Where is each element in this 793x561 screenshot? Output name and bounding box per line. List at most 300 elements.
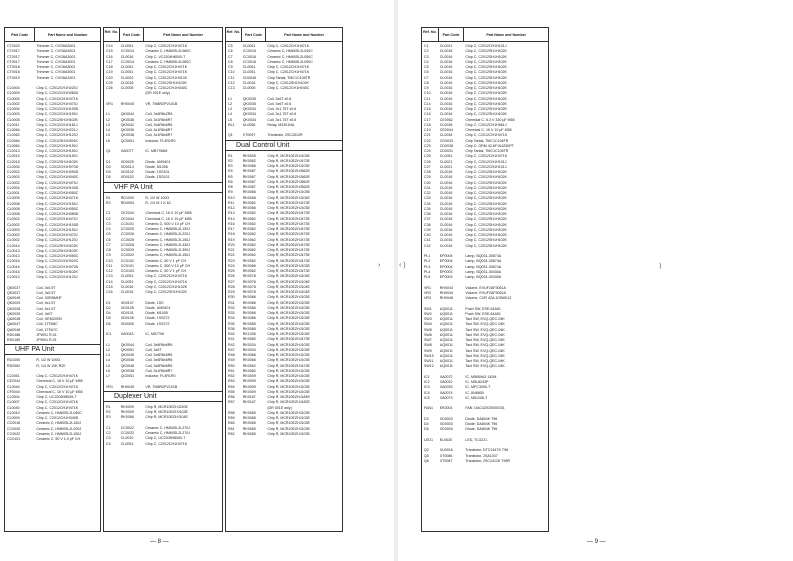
cell-a: C16: [106, 290, 113, 294]
cell-b: Chip C, C2012CH1H471K: [36, 400, 79, 405]
cell-b: Ceramic C, HM60SL2L200J: [36, 426, 82, 431]
cell-c: Coil, 3x1R8x6R7: [145, 133, 173, 138]
cell-b: CE0044: [439, 128, 453, 132]
cell-b: QK0038: [120, 368, 134, 373]
cell-b: Chip C, C2012CH1H100D: [36, 185, 79, 190]
cell-a: CL0001: [7, 191, 20, 195]
cell-a: L7: [106, 374, 110, 378]
cell-b: RK0009: [242, 379, 256, 384]
cell-b: XA0033: [439, 385, 453, 390]
cell-b: EL0030: [439, 437, 453, 442]
cell-b: EP0004: [439, 259, 453, 264]
cell-b: Coil, 1TFA8C: [36, 322, 58, 327]
cell-c: Chip R, MCR10EZHJ103E: [267, 311, 310, 315]
cell-a: CL0010: [7, 410, 20, 415]
cell-a: C11: [228, 75, 235, 80]
cell-a: QA0045: [7, 296, 21, 300]
cell-a: CL0002: [7, 170, 20, 174]
cell-b: Trimmer C, CVG6A3001: [36, 70, 76, 75]
cell-a: VR1: [106, 101, 113, 106]
cell-c: Diode, 1SS: [145, 300, 164, 305]
cell-c: Chip R, MCR10EZHJ103E: [267, 347, 310, 352]
cell-c: Chip R, MCR10EZHJ103E: [267, 316, 310, 321]
cell-c: Tact SW, EVQ-QEC-04K: [465, 364, 505, 369]
cell-b: CC0014: [120, 49, 134, 54]
table-row: [226, 432, 342, 437]
cell-c: Chip R, MCR10EZHJ103E: [267, 374, 310, 378]
cell-a: R1: [228, 153, 233, 158]
cell-a: C9: [228, 65, 233, 69]
cell-c: Lamp, BQ031-30430A: [465, 275, 502, 279]
cell-b: CL0016: [439, 96, 453, 101]
cell-c: Coil, 3x1.75T x0.6: [267, 117, 297, 122]
cell-b: XD0106: [120, 316, 134, 321]
cell-a: D1: [106, 300, 111, 305]
cell-b: CL0010: [120, 436, 134, 441]
cell-c: Chip C, C2012CH1H471K: [465, 133, 508, 138]
cell-a: CL0003: [7, 112, 20, 117]
cell-b: RK0065: [242, 416, 256, 420]
cell-b: RK0066: [242, 295, 256, 300]
cell-c: Chip C, C2012CH1H471K: [145, 441, 188, 446]
cell-c: Chip C, C2012SH1H102K: [465, 201, 507, 206]
cell-c: Ceramic C, HM60SL2L150J: [145, 237, 191, 242]
cell-a: C5: [228, 44, 233, 48]
cell-c: Chip C, C2012CH1H471K: [145, 44, 188, 48]
cell-a: L6: [106, 368, 110, 373]
cell-a: CL0004: [7, 86, 20, 90]
cell-c: Push SW, ESE-64A51: [465, 306, 501, 311]
cell-c: (DR 001E only): [267, 405, 292, 410]
cell-b: RK0066: [242, 300, 256, 305]
cell-a: CL0011: [7, 122, 20, 127]
cell-a: R62: [228, 431, 235, 436]
cell-b: CE2044: [120, 211, 134, 216]
cell-b: XD0003: [439, 416, 453, 421]
cell-b: Chip C, C2012SH1H102K: [36, 269, 78, 274]
cell-c: Chip R, MCR10EZHJ103E: [267, 321, 310, 326]
cell-b: CL0051: [242, 65, 256, 69]
cell-c: Chip R, MCR10EZHJ103E: [267, 389, 310, 394]
cell-a: R58: [228, 410, 235, 415]
cell-b: Chip C, C2012CH1H040C: [36, 175, 79, 180]
binding-mark: ‹ ): [399, 262, 406, 269]
cell-c: Coil, 3x6R8x6R6: [145, 353, 173, 357]
cell-c: Coil, 3x1R8x6R7: [145, 368, 173, 373]
cell-c: Chip R, MCR10EZHJ103E: [267, 410, 310, 415]
cell-c: Chip R, MCR10EZHJ473E: [267, 237, 310, 242]
cell-b: Chip C, C2012CH1H080D: [36, 212, 79, 216]
cell-b: CL0016: [120, 54, 134, 59]
cell-c: Chip R, MCR10EZHJ103E: [267, 379, 310, 384]
parts-list: [226, 152, 342, 438]
cell-c: Chip C, C2012SH1H102K: [267, 80, 309, 85]
cell-b: UQ0011: [439, 317, 453, 321]
cell-b: RK0065: [242, 421, 256, 426]
cell-a: L3: [106, 353, 110, 357]
cell-b: CC0016: [242, 54, 256, 59]
cell-b: QK0038: [120, 133, 134, 138]
cell-a: CT0020: [7, 44, 20, 48]
cell-b: Chip C, C2012CH1H471K: [36, 96, 79, 101]
cell-a: IC5: [424, 395, 430, 400]
cell-c: Ceramic C, HM60SL2L390J: [145, 248, 191, 252]
cell-c: Chip R, MCR10EZHJ103E: [267, 206, 310, 210]
cell-c: Chip R, MCR10EZHJ473E: [267, 363, 310, 368]
cell-c: Chip R, MCR10EZHJ103E: [145, 410, 188, 414]
cell-a: SW5: [424, 327, 432, 332]
cell-a: CL0009: [7, 416, 20, 420]
cell-c: IC, MB7766M: [145, 149, 168, 153]
cell-a: CL0002: [7, 238, 20, 243]
cell-a: PL5: [424, 275, 431, 279]
cell-a: C5: [424, 65, 429, 69]
cell-a: C42: [424, 243, 431, 248]
cell-b: XD0003: [439, 427, 453, 432]
cell-c: Chip R, MCR10EZHJ103E: [267, 358, 310, 363]
cell-b: CL0016: [120, 80, 134, 85]
cell-b: CL0051: [439, 154, 453, 159]
cell-c: Ceramic C, HM60SL2L220J: [145, 232, 191, 237]
cell-a: RD0052: [7, 363, 21, 368]
cell-a: PL4: [424, 269, 431, 274]
cell-b: Chip C, C2012CH1H150J: [36, 149, 78, 153]
cell-c: Push SW, ESE-64A51: [465, 311, 501, 316]
cell-b: Ceramic C, HM60SL2L040C: [36, 410, 82, 415]
cell-b: RK0167: [242, 400, 256, 405]
cell-c: Chip R, MCR10EZHJ104E: [267, 290, 310, 294]
cell-a: C26: [106, 86, 113, 90]
cell-b: XD0101: [120, 311, 134, 315]
cell-c: Coil, 3x1R8x6R7: [145, 128, 173, 132]
cell-c: Ceramic C, HM60SL2L050C: [267, 54, 313, 59]
cell-a: R50: [228, 363, 235, 368]
cell-c: Chip C, C2012CH1H471K: [465, 154, 508, 159]
cell-b: CC0022: [120, 425, 134, 430]
cell-a: D4: [106, 170, 111, 174]
cell-b: RK0009: [242, 384, 256, 389]
cell-b: R, 1/2 W 100Ω: [36, 358, 61, 363]
parts-list: [5, 356, 100, 442]
cell-b: QK0044: [120, 342, 134, 347]
cell-c: Chip R, MCR10EZHJ103E: [267, 190, 310, 195]
cell-c: Chip C, C2012CH1H471K: [145, 274, 188, 279]
cell-c: Chip C, C2012SH1H102K: [465, 191, 507, 195]
cell-a: CL0002: [7, 217, 20, 222]
cell-c: Diode, DA804K T96: [465, 427, 498, 432]
cell-a: PL1: [424, 254, 431, 258]
cell-c: Chip C, C2012SH1H102K: [465, 96, 507, 101]
cell-a: R32: [228, 305, 235, 310]
cell-c: Inductor, FL4R1R0: [145, 374, 176, 378]
cell-b: UQ0011: [439, 343, 453, 348]
cell-b: QK0036: [120, 128, 134, 132]
cell-a: CT0017: [7, 59, 20, 64]
cell-a: C4: [106, 441, 111, 446]
cell-a: D6: [106, 321, 111, 326]
cell-c: LED, TLG221: [465, 437, 488, 442]
cell-a: C7: [106, 242, 111, 247]
cell-c: Chip R, MCR10EZHJ473E: [267, 248, 310, 252]
cell-c: Volume, EVUF2AF3061A: [465, 285, 506, 290]
cell-a: CL0044: [7, 384, 20, 389]
cell-b: Chip C, C2012CH1H470J: [36, 101, 78, 106]
cell-a: CC0016: [7, 421, 21, 426]
cell-b: CC0101: [120, 263, 134, 268]
cell-b: XT0087: [439, 458, 453, 463]
cell-b: Chip C, C2012CH1H070D: [36, 264, 79, 269]
cell-a: IC3: [424, 385, 430, 390]
cell-c: Chip R, MCR10EZHJ184E: [267, 395, 310, 399]
cell-b: XD0014: [120, 164, 134, 169]
cell-b: Coil, 5x1.5T: [36, 306, 56, 311]
cell-c: Relay, M3301NA: [267, 122, 295, 127]
cell-a: C9: [424, 86, 429, 90]
cell-a: R13: [228, 211, 235, 216]
cell-a: CL0004: [7, 96, 20, 101]
cell-a: R49: [228, 358, 235, 363]
cell-b: RK0078: [242, 290, 256, 294]
cell-a: VR2: [424, 290, 431, 295]
cell-c: Diode, UM9401: [145, 305, 171, 310]
cell-c: Chip C, C2012SH1H102K: [465, 222, 507, 227]
cell-c: Chip R, MCR10EZHJ473E: [267, 158, 310, 163]
cell-c: Volume, CVR 42A-103WK12: [465, 296, 512, 300]
cell-c: Chip C, C2012SH1H102K: [465, 206, 507, 211]
cell-b: UL0056: [242, 122, 256, 127]
cell-a: D1: [106, 159, 111, 164]
cell-a: C31: [424, 185, 431, 190]
cell-b: RK0065: [242, 431, 256, 436]
cell-a: C1: [424, 44, 429, 48]
cell-c: Chip C, C2012SH1H102K: [465, 175, 507, 180]
cell-a: CL0064: [7, 128, 20, 132]
cell-b: RK0060: [242, 337, 256, 342]
header-ref-no: Ref. No.: [226, 29, 241, 34]
cell-b: QK0035: [242, 101, 256, 106]
cell-c: Ceramic C, 500 V 10 pF CH: [145, 221, 191, 226]
header-ref-no: Ref. No.: [104, 29, 119, 34]
cell-b: JPW01 R-01: [36, 332, 57, 337]
cell-a: SW11: [424, 359, 434, 363]
cell-a: CL0003: [7, 227, 20, 232]
cell-c: Chip R, MCR10EZHJ104E: [145, 415, 188, 420]
cell-a: C16: [106, 54, 113, 59]
cell-b: QK0034: [242, 112, 256, 117]
cell-a: CL0013: [7, 275, 20, 279]
cell-b: QC0051: [120, 138, 135, 143]
cell-a: C29: [424, 175, 431, 180]
cell-b: CL0016: [439, 91, 453, 96]
cell-a: CL0015: [7, 159, 20, 164]
cell-a: SW6: [424, 332, 432, 337]
cell-a: C10: [106, 258, 113, 263]
cell-b: CL0016: [439, 217, 453, 222]
cell-a: SW7: [424, 338, 432, 342]
cell-c: Chemical C, 16 V 10 µF M55: [465, 128, 512, 132]
cell-b: EP0004: [439, 254, 453, 258]
cell-b: RK0062: [242, 253, 256, 258]
cell-a: D4: [424, 422, 429, 426]
cell-a: SW8: [424, 343, 432, 348]
cell-b: EK0001: [439, 406, 453, 411]
cell-a: QK0025: [7, 311, 21, 316]
cell-a: SW12: [424, 364, 434, 369]
cell-c: Chip R, MCR10EZHJ473E: [267, 227, 310, 231]
cell-a: R29: [228, 290, 235, 294]
header-part-code: Part Code: [119, 28, 144, 41]
cell-a: Q6: [424, 458, 429, 463]
cell-a: IC4: [424, 390, 430, 395]
cell-a: C8: [106, 248, 111, 252]
cell-a: CL0004: [7, 107, 20, 111]
cell-c: Chip R, MCR10EZHJ103E: [267, 426, 310, 431]
cell-c: Chip C, C2012CH1H561J: [465, 122, 507, 127]
cell-b: XA0072: [439, 374, 453, 379]
header-part-code: Part Code: [11, 33, 29, 37]
cell-b: RK0078: [242, 279, 256, 284]
cell-c: Chip R, MCR10EZHJ103E: [267, 305, 310, 310]
cell-a: R17: [228, 227, 235, 231]
cell-a: C30: [424, 180, 431, 185]
cell-b: Chip C, C2012CH1H050C: [36, 206, 79, 211]
cell-c: R, 1/4 W 1 K 62: [145, 200, 171, 205]
cell-c: Ceramic C, HM60SL2L060C: [145, 59, 191, 64]
cell-a: R54: [228, 384, 235, 389]
cell-a: R1: [106, 404, 111, 409]
cell-a: IC2: [424, 380, 430, 384]
cell-b: UQ0011: [439, 306, 453, 311]
section-title-vhf-pa: VHF PA Unit: [104, 182, 222, 193]
cell-a: L4: [106, 128, 110, 132]
cell-b: RK0066: [242, 305, 256, 310]
cell-b: UQ0011: [439, 332, 453, 337]
cell-b: CD0031: [439, 149, 453, 153]
cell-a: L5: [106, 363, 110, 368]
cell-b: CL0016: [439, 222, 453, 227]
cell-b: UQ0011: [439, 327, 453, 332]
cell-b: UQ0011: [439, 353, 453, 358]
cell-b: RK0065: [242, 321, 256, 326]
cell-b: CL0034: [439, 133, 453, 138]
cell-b: Chip C, C2012CH1H150J: [36, 112, 78, 117]
cell-b: Chip C, C2012CH1H120J: [36, 238, 78, 243]
cell-c: Diode, DA804K T96: [465, 416, 498, 421]
cell-a: L5: [228, 117, 232, 122]
parts-list: [104, 42, 222, 181]
cell-b: RK0067: [242, 179, 256, 184]
cell-b: JPW01 R-01: [36, 338, 57, 342]
cell-b: CL0021: [439, 164, 453, 169]
cell-c: Tact SW, EVQ-QEC-04K: [465, 343, 505, 348]
cell-a: SW4: [424, 322, 432, 327]
cell-a: R21: [228, 248, 235, 252]
cell-a: C4: [424, 59, 429, 64]
cell-c: Lamp, BQ031-30674A: [465, 264, 502, 269]
cell-a: R2: [106, 410, 111, 414]
cell-b: RK0066: [242, 353, 256, 357]
cell-b: RK0065: [242, 358, 256, 363]
cell-a: C15: [106, 284, 113, 289]
cell-b: CD0033: [439, 138, 453, 143]
cell-c: Chip C, C2012SH1H102K: [145, 80, 187, 85]
cell-a: C25: [106, 80, 113, 85]
cell-c: Chip C, C2012SH1H102K: [465, 49, 507, 54]
cell-c: Tact SW, EVQ-QEC-04K: [465, 348, 505, 353]
cell-b: CL0016: [439, 201, 453, 206]
cell-c: IC, M5L8243P: [465, 380, 489, 384]
cell-a: R3: [228, 164, 233, 168]
cell-b: QK0045: [120, 353, 134, 357]
cell-a: QK0037: [7, 285, 21, 290]
cell-a: R25: [228, 269, 235, 273]
cell-a: CL0005: [7, 117, 20, 122]
cell-c: Ceramic C, 50 V 1 pF CH: [145, 258, 187, 263]
cell-b: RK0062: [242, 211, 256, 216]
cell-c: Lamp, BQ031-30674A: [465, 254, 502, 258]
cell-c: Chip R, MCR10EZHJ103E: [267, 342, 310, 347]
cell-a: SW1: [424, 306, 432, 311]
cell-c: Chip C, C2012SH1H102K: [465, 243, 507, 248]
cell-a: CL0064: [7, 138, 20, 143]
page-number: — 9 —: [587, 539, 606, 545]
cell-b: XA0074: [439, 390, 453, 395]
parts-list: [422, 42, 548, 464]
cell-c: Diode, 1SS272: [145, 316, 170, 321]
cell-a: C14: [106, 279, 113, 284]
cell-b: RK0062: [242, 258, 256, 263]
cell-a: CC0020: [7, 426, 21, 431]
cell-c: FAN, DAC42020000G01: [465, 406, 505, 411]
cell-c: Coil, 3x6R8x6R6: [145, 342, 173, 347]
cell-a: CF0044: [7, 389, 20, 394]
cell-a: C7: [424, 75, 429, 80]
cell-a: CL0008: [7, 212, 20, 216]
cell-c: Chip C, C2012SH1H102K: [465, 180, 507, 185]
cell-c: Chip R, MCR10EZHJ473E: [267, 221, 310, 226]
cell-a: R48: [228, 353, 235, 357]
cell-a: CL0014: [7, 243, 20, 248]
cell-c: Chip C, C2012CH1H010C: [145, 75, 188, 80]
cell-b: CE2044: [120, 216, 134, 221]
cell-b: Coil, 3GR6MHF: [36, 296, 62, 300]
cell-a: C18: [424, 122, 431, 127]
cell-a: C19: [424, 128, 431, 132]
cell-c: Chip C, C2012SH1H102K: [465, 107, 507, 111]
cell-c: Ceramic C, HM60SL2L050C: [267, 59, 313, 64]
cell-a: L2: [106, 347, 110, 352]
column-header: [226, 28, 342, 42]
section-title-dual-control: Dual Control Unit: [226, 140, 342, 151]
cell-a: R33: [228, 311, 235, 315]
cell-a: R55: [228, 389, 235, 394]
cell-b: Chip C, C2012CH1H470J: [36, 180, 78, 185]
cell-a: L3: [228, 107, 232, 111]
cell-b: RH0045: [120, 384, 134, 389]
cell-c: Chip C, C2012SH1H102K: [465, 80, 507, 85]
cell-a: CT0017: [7, 54, 20, 59]
cell-c: Coil, 3x6R8x2R6: [145, 112, 173, 117]
cell-a: C32: [424, 191, 431, 195]
cell-a: R52: [228, 374, 235, 378]
cell-b: RK0062: [242, 227, 256, 231]
cell-c: Chip R, MCR10EZHJ473E: [267, 269, 310, 273]
cell-b: XD0102: [120, 170, 134, 174]
cell-a: C14: [424, 101, 431, 106]
cell-c: Ceramic C, 500 V 10 pF CH: [145, 263, 191, 268]
cell-b: CL0021: [439, 44, 453, 48]
page-9: [397, 0, 793, 561]
